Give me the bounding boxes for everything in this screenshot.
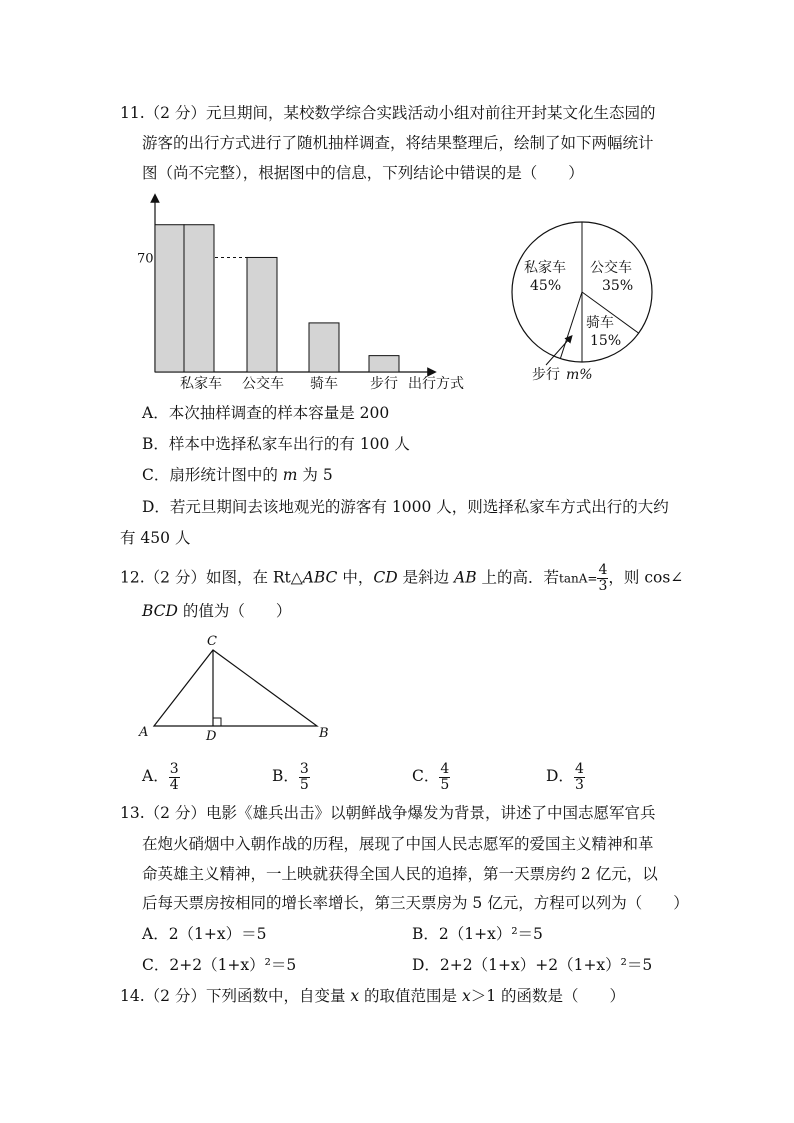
triangle-abc xyxy=(154,650,317,726)
pie-value-walk: m% xyxy=(566,367,593,383)
q12-option-c-label: C． xyxy=(412,767,440,785)
q11-option-b: B．样本中选择私家车出行的有 100 人 xyxy=(142,435,410,453)
q12-option-d-den: 3 xyxy=(574,776,584,793)
q12-option-c-num: 4 xyxy=(440,760,450,777)
q12-var-cd: CD xyxy=(373,568,398,587)
point-d-label: D xyxy=(206,729,217,744)
q11-line-2: 游客的出行方式进行了随机抽样调查，将结果整理后，绘制了如下两幅统计 xyxy=(142,134,654,152)
pie-chart xyxy=(500,205,670,390)
q12-text-2: 中， xyxy=(337,568,374,587)
pie-value-bike: 15% xyxy=(590,333,622,349)
x-tick-label-walk: 步行 xyxy=(370,376,398,392)
q12-option-d-num: 4 xyxy=(574,760,584,777)
q12-option-c xyxy=(412,758,450,794)
q12-var-abc: ABC xyxy=(302,568,338,587)
triangle-figure xyxy=(132,630,342,745)
bar-bike xyxy=(309,323,339,372)
q11-option-d-line-2: 有 450 人 xyxy=(120,529,191,547)
q12-option-a-label: A． xyxy=(142,767,169,785)
q11-option-c-post: 为 5 xyxy=(297,466,333,484)
q12-option-b-den: 5 xyxy=(299,776,309,793)
q12-line-2-text: 的值为（ ） xyxy=(177,602,292,620)
bar-private-car-a xyxy=(155,225,184,372)
q12-option-b xyxy=(272,758,310,794)
q12-text-1: 12.（2 分）如图，在 Rt△ xyxy=(120,568,303,587)
vertex-c-label: C xyxy=(207,634,217,649)
bar-walk xyxy=(369,356,399,372)
q13-option-b: B．2（1+x）²＝5 xyxy=(412,925,543,943)
q12-option-d xyxy=(546,758,585,794)
bar-chart xyxy=(120,190,480,395)
q14-var-x-1: x xyxy=(350,987,360,1005)
q12-option-a xyxy=(142,758,180,794)
q14-text-1: 14.（2 分）下列函数中，自变量 xyxy=(120,987,351,1005)
q12-line-2 xyxy=(142,601,291,621)
q13-line-1: 13.（2 分）电影《雄兵出击》以朝鲜战争爆发为背景，讲述了中国志愿军官兵 xyxy=(120,804,656,822)
q12-tan-a: tanA= xyxy=(559,571,598,586)
q12-text-5: ，则 cos∠ xyxy=(608,568,684,587)
q11-line-3: 图（尚不完整），根据图中的信息，下列结论中错误的是（ ） xyxy=(142,164,584,182)
q12-fraction-num: 4 xyxy=(598,562,608,578)
q11-line-1: 11.（2 分）元旦期间，某校数学综合实践活动小组对前往开封某文化生态园的 xyxy=(120,104,656,122)
q12-var-bcd: BCD xyxy=(142,602,178,620)
q13-line-3: 命英雄主义精神，一上映就获得全国人民的追捧，第一天票房约 2 亿元，以 xyxy=(142,865,658,883)
pie-value-private-car: 45% xyxy=(530,278,562,294)
q12-text-4: 上的高．若 xyxy=(476,568,560,587)
q12-var-ab: AB xyxy=(454,568,477,587)
pie-label-bus: 公交车 xyxy=(590,260,632,276)
x-tick-label-bike: 骑车 xyxy=(310,376,338,392)
q12-option-b-label: B． xyxy=(272,767,299,785)
x-axis-label: 出行方式 xyxy=(408,376,464,392)
y-tick-label-70: 70 xyxy=(137,251,154,267)
q13-line-4: 后每天票房按相同的增长率增长，第三天票房为 5 亿元，方程可以列为（ ） xyxy=(142,894,689,912)
q13-option-c: C．2+2（1+x）²＝5 xyxy=(142,956,297,974)
right-angle-mark xyxy=(213,718,221,726)
q12-option-d-label: D． xyxy=(546,767,574,785)
q12-option-a-den: 4 xyxy=(169,776,179,793)
q11-option-d-line-1: D．若元旦期间去该地观光的游客有 1000 人，则选择私家车方式出行的大约 xyxy=(142,498,669,516)
bar-private-car-b xyxy=(184,225,214,372)
q14-text-3: ＞1 的函数是（ ） xyxy=(470,987,626,1005)
q13-option-a: A．2（1+x）＝5 xyxy=(142,925,267,943)
q14-text-2: 的取值范围是 xyxy=(359,987,462,1005)
q11-option-c-var: m xyxy=(282,466,298,484)
bar-bus xyxy=(247,257,277,372)
q12-option-b-num: 3 xyxy=(299,760,309,777)
q11-option-a: A．本次抽样调查的样本容量是 200 xyxy=(142,404,390,422)
pie-label-walk: 步行 xyxy=(532,367,560,383)
q14-var-x-2: x xyxy=(461,987,471,1005)
q12-fraction xyxy=(597,563,608,594)
pie-value-bus: 35% xyxy=(602,278,634,294)
vertex-a-label: A xyxy=(139,725,149,740)
q12-fraction-den: 3 xyxy=(598,578,608,594)
q12-line-1 xyxy=(120,563,683,594)
q12-text-3: 是斜边 xyxy=(397,568,455,587)
pie-label-private-car: 私家车 xyxy=(524,260,566,276)
vertex-b-label: B xyxy=(319,726,329,741)
pie-label-bike: 骑车 xyxy=(586,315,614,331)
x-tick-label-private-car: 私家车 xyxy=(180,376,222,392)
q13-option-d: D．2+2（1+x）+2（1+x）²＝5 xyxy=(412,956,653,974)
q13-line-2: 在炮火硝烟中入朝作战的历程，展现了中国人民志愿军的爱国主义精神和革 xyxy=(142,835,654,853)
q14-line-1 xyxy=(120,986,625,1006)
q12-option-a-num: 3 xyxy=(169,760,179,777)
q12-option-c-den: 5 xyxy=(440,776,450,793)
q11-option-c-pre: C．扇形统计图中的 xyxy=(142,466,283,484)
x-tick-label-bus: 公交车 xyxy=(242,376,284,392)
q11-option-c xyxy=(142,465,333,485)
